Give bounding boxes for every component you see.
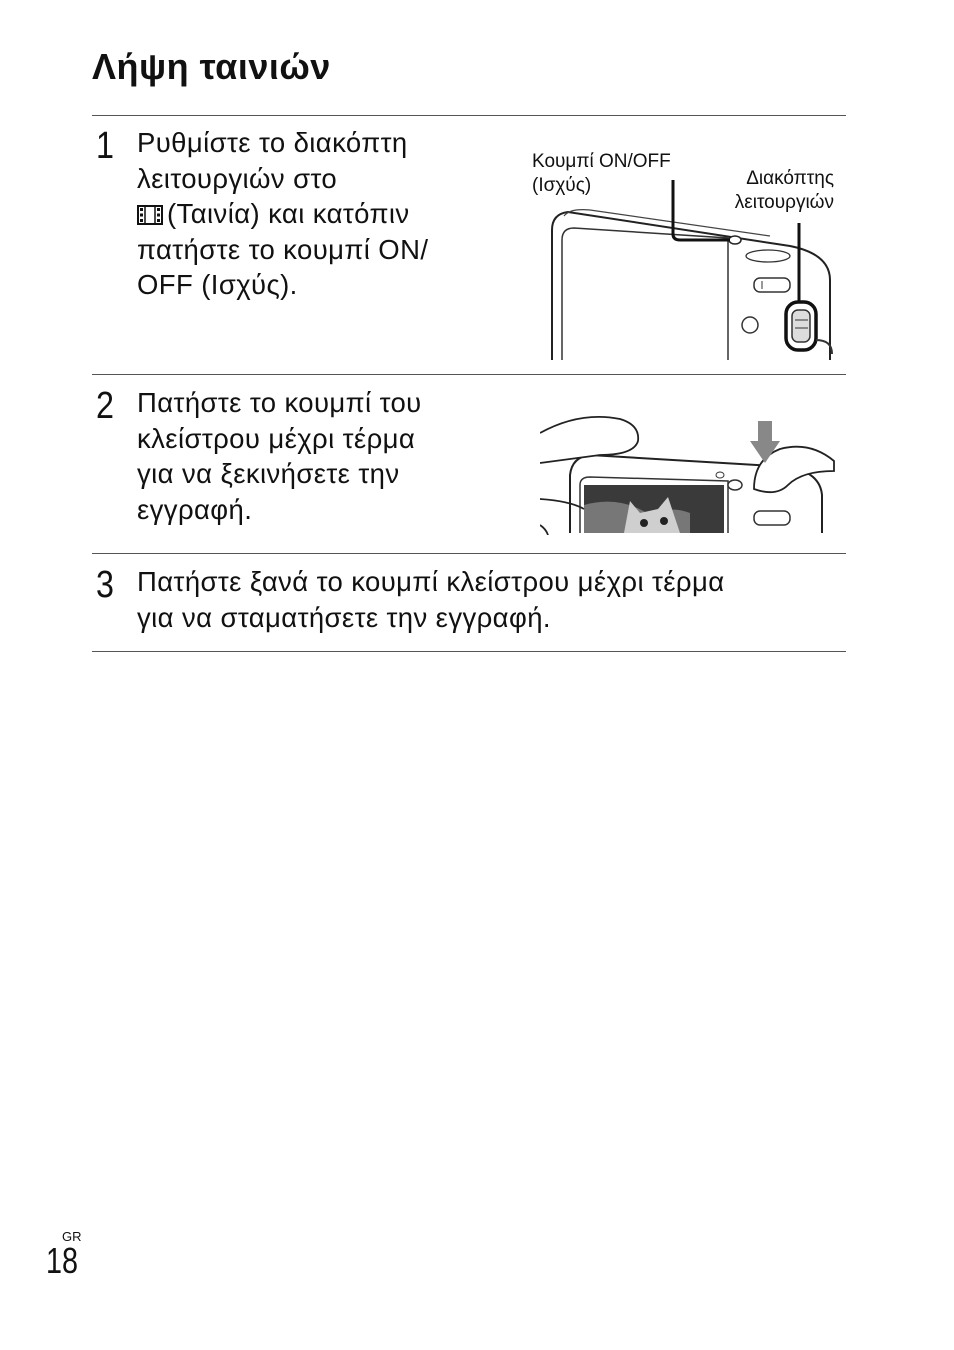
step-3-number: 3 <box>96 564 114 606</box>
step-2-line: Πατήστε το κουμπί του <box>137 387 422 418</box>
step-2-number: 2 <box>96 385 114 427</box>
step-1-text <box>137 125 428 303</box>
step-1-line: (Ταινία) και κατόπιν <box>167 198 410 229</box>
callout-line: Κουμπί ON/OFF <box>532 151 671 172</box>
callout-line: Διακόπτης <box>746 168 834 189</box>
step-1-line: λειτουργιών στο <box>137 162 338 194</box>
step-3-text <box>137 564 725 635</box>
camera-back-illustration <box>540 170 840 365</box>
divider <box>92 115 846 116</box>
step-2-line: για να ξεκινήσετε την <box>137 458 400 489</box>
divider <box>92 553 846 554</box>
step-1-line: Ρυθμίστε το διακόπτη <box>137 127 408 158</box>
movie-mode-icon <box>137 204 163 226</box>
page-number: 18 <box>46 1240 79 1281</box>
language-tag: GR <box>62 1229 82 1244</box>
callout-line: (Ισχύς) <box>532 175 592 196</box>
step-2-line: εγγραφή. <box>137 493 253 525</box>
step-2-line: κλείστρου μέχρι τέρμα <box>137 422 416 454</box>
step-2-text <box>137 385 422 527</box>
step-3-line: Πατήστε ξανά το κουμπί κλείστρου μέχρι τέρμα <box>137 566 725 597</box>
step-3-line: για να σταματήσετε την εγγραφή. <box>137 601 551 633</box>
callout-line: λειτουργιών <box>734 192 834 213</box>
page-title: Λήψη ταινιών <box>92 46 331 87</box>
step-1-line: OFF (Ισχύς). <box>137 269 298 300</box>
step-1-number: 1 <box>96 125 114 167</box>
step-1-line <box>137 196 428 232</box>
divider <box>92 651 846 652</box>
divider <box>92 374 846 375</box>
shutter-press-illustration <box>540 405 840 535</box>
step-1-line: πατήστε το κουμπί ON/ <box>137 233 429 265</box>
